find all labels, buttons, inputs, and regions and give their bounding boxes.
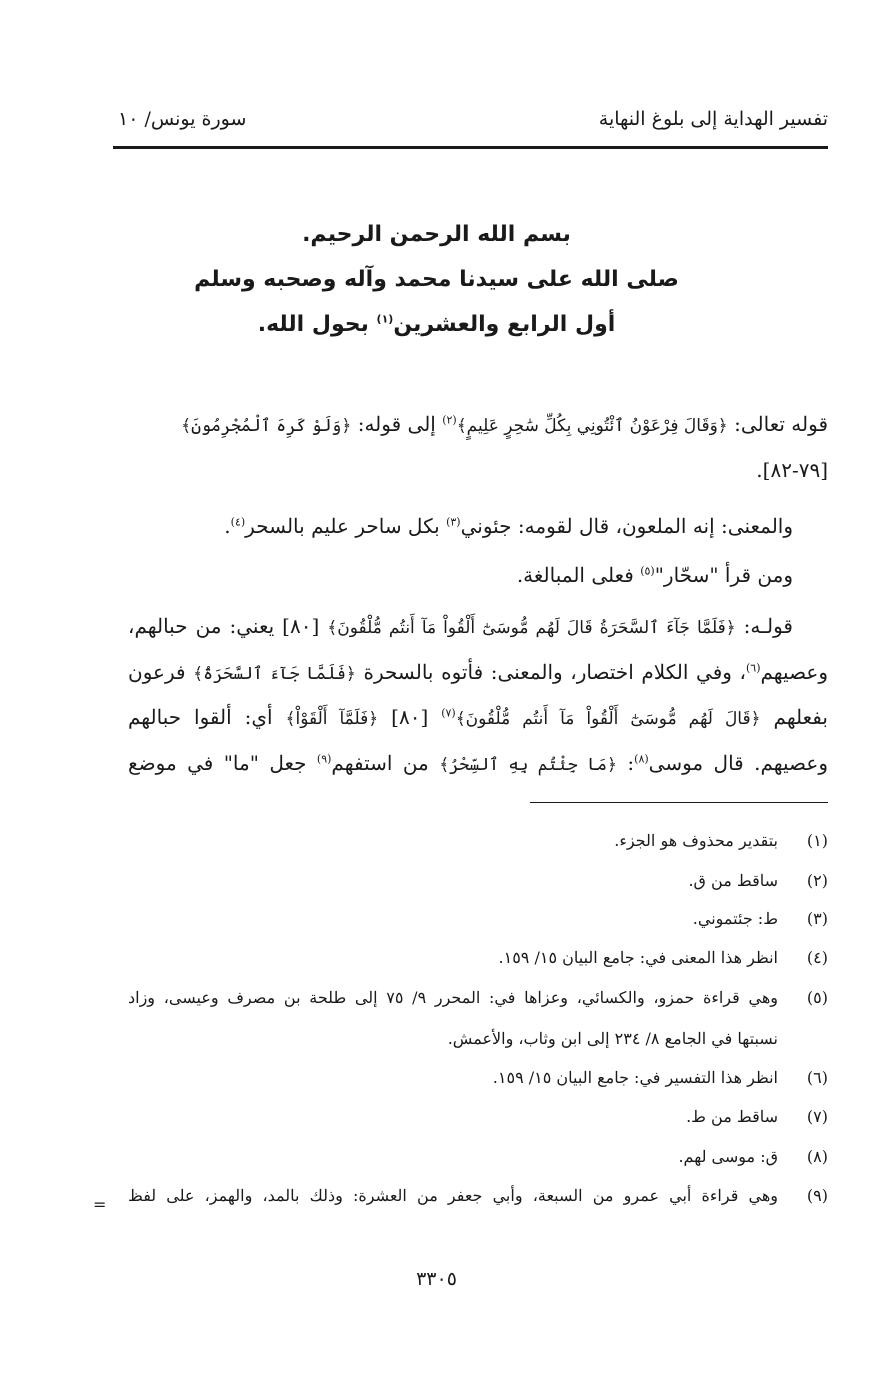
footnote-ref-9: (٩) [316,752,332,766]
meaning-text-cont: بكل ساحر عليم بالسحر [245,514,447,538]
reading-text: ومن قرأ "سحّار" [654,563,793,587]
meaning-text: والمعنى: إنه الملعون، قال لقومه: جئوني [460,514,793,538]
footnote-text-cont: نسبتها في الجامع ٨/ ٢٣٤ إلى ابن وثاب، والأعمش. [447,1029,778,1048]
quran-quote: ﴿وَقَالَ فِرْعَوْنُ ٱئْتُونِي بِكُلِّ سَٰحِرٍ عَلِيمٍ﴾ [456,416,728,436]
quran-quote: ﴿فَلَمَّآ أَلْقَوْاْ﴾ [285,709,379,729]
p4-text-end: فرعون [128,660,194,684]
quran-quote: ﴿وَلَوْ كَرِهَ ٱلْمُجْرِمُونَ﴾ [181,416,352,436]
footnote-ref-4: (٤) [230,515,246,529]
footnote-text: انظر هذا المعنى في: جامع البيان ١٥/ ١٥٩. [498,948,778,967]
reading-text-cont: فعلى المبالغة. [516,563,641,587]
part-start-text: أول الرابع والعشرين [393,312,616,337]
footnote-number: (٩) [806,1186,828,1205]
body-line-verse-intro [181,412,828,436]
p4-text-cont: من استفهم [331,751,440,775]
footnote-ref-5: (٥) [640,564,655,578]
body-line-p4-2 [128,660,828,684]
salutation-line: صلى الله على سيدنا محمد وآله وصحبه وسلم [194,267,679,292]
body-line-p4-4 [128,751,828,775]
footnote-separator [530,802,828,803]
verse-intro-text: قوله تعالى: [727,412,828,436]
quran-quote: ﴿قَالَ لَهُم مُّوسَىٰٓ أَلْقُواْ مَآ أَنتُم مُّلْقُونَ﴾ [455,709,761,729]
footnote-number: (٦) [806,1068,828,1087]
quran-quote: ﴿مَا جِئْتُم بِهِ ٱلسِّحْرُ﴾ [439,755,617,775]
meaning-end: . [224,514,231,538]
body-line-meaning [224,514,793,538]
p4-colon: : [616,751,635,775]
footnote-text: بتقدير محذوف هو الجزء. [614,831,778,850]
footnote-ref-6: (٦) [745,661,761,675]
footnote-ref-8: (٨) [634,752,649,766]
footnote-number: (٨) [806,1147,828,1166]
footnote-number: (٢) [806,871,828,890]
footnote-ref-3: (٣) [446,515,461,529]
p4-text: وعصيهم. قال موسى [648,751,828,775]
part-start-suffix: بحول الله. [257,312,377,337]
p4-text: قولـه: [735,614,793,638]
footnote-number: (٤) [806,948,828,967]
footnote-number: (١) [806,831,828,850]
body-line-reading [517,563,793,587]
running-header-book-title: تفسير الهداية إلى بلوغ النهاية [598,108,828,130]
footnote-text: ساقط من ط. [686,1107,778,1126]
p4-text-end: أي: ألقوا حبالهم [128,705,286,729]
footnote-text: وهي قراءة حمزو، والكسائي، وعزاها في: المحرر ٩/ ٧٥ إلى طلحة بن مصرف وعيسى، وزاد [128,988,778,1007]
body-line-p4-3 [128,705,828,729]
page-number: ٣٣٠٥ [416,1268,457,1290]
footnote-number: (٧) [806,1107,828,1126]
body-line-p4-1 [128,614,793,638]
verse-intro-to: إلى قوله: [351,412,443,436]
footnote-text: انظر هذا التفسير في: جامع البيان ١٥/ ١٥٩. [492,1068,778,1087]
p4-text-cont: [٨٠] يعني: من حبالهم، [128,614,328,638]
continuation-mark: = [93,1195,107,1214]
footnote-number: (٥) [806,988,828,1007]
p4-text-cont: ، وفي الكلام اختصار، والمعنى: فأتوه بالسحرة [355,660,746,684]
quran-quote: ﴿فَلَمَّا جَآءَ ٱلسَّحَرَةُ قَالَ لَهُم مُّوسَىٰٓ أَلْقُواْ مَآ أَنتُم مُّلْقُونَ﴾ [327,618,736,638]
running-header-surah: سورة يونس/ ١٠ [118,108,247,130]
footnote-text: ط: جئتموني. [692,909,778,928]
footnote-text: ساقط من ق. [688,871,778,890]
footnote-ref-7: (٧) [441,706,456,720]
p4-text-end: جعل "ما" في موضع [128,751,317,775]
footnote-ref-2: (٢) [442,413,457,427]
basmala-line: بسم الله الرحمن الرحيم. [302,222,571,247]
quran-quote: ﴿فَلَمَّا جَآءَ ٱلسَّحَرَةُ﴾ [193,664,356,684]
footnote-text: ق: موسى لهم. [678,1147,778,1166]
p4-text: وعصيهم [760,660,828,684]
header-rule [113,146,828,149]
footnote-number: (٣) [806,909,828,928]
part-start-line [0,312,873,337]
verse-range: [٧٩-٨٢]. [756,458,828,482]
footnote-text: وهي قراءة أبي عمرو من السبعة، وأبي جعفر من العشرة: وذلك بالمد، والهمز، على لفظ [128,1186,778,1205]
footnote-ref-1: (١) [376,312,394,326]
p4-text: بفعلهم [760,705,828,729]
verse-number: [٨٠] [378,705,442,729]
